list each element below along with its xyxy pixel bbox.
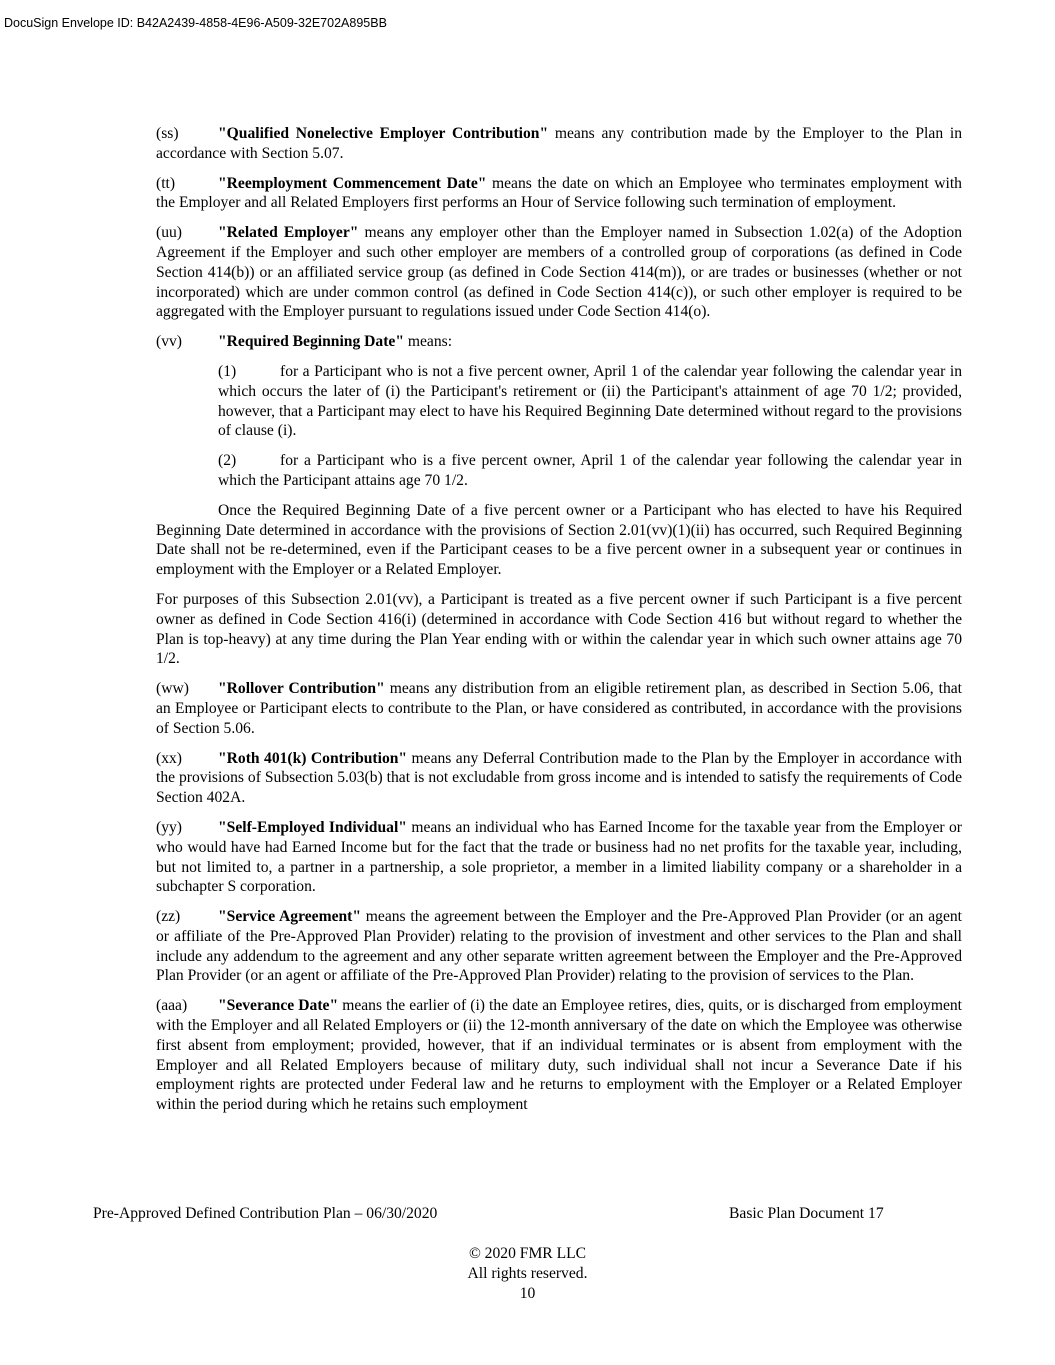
section-label: (yy) [156,818,182,836]
definition-text: means any contribution made by the Employer to the Plan in accordance with Section 5.07. [156,125,962,162]
section-vv [156,332,962,352]
section-label: (aaa) [156,997,188,1015]
defined-term: "Self-Employed Individual" [218,818,407,836]
section-label: (ss) [156,125,179,142]
defined-term: "Reemployment Commencement Date" [218,174,487,192]
defined-term: "Qualified Nonelective Employer Contribution" [218,125,549,142]
definition-text: means the agreement between the Employer and the Pre-Approved Plan Provider (or an agent or affiliate of the Pre-Approved Plan Provider) relating to the provision of investment and other services to the Plan and shall include any addendum to the agreement and any other separate written agreement between the Employer and the Pre-Approved Plan Provider (or an agent or affiliate of the Pre-Approved Plan Provider) relating to the provision of services to the Plan. [156,908,962,985]
definition-text: means any Deferral Contribution made to the Plan by the Employer in accordance with the provisions of Subsection 5.03(b) that is not excludable from gross income and is intended to satisfy the requirements of Code Section 402A. [156,749,962,807]
section-uu [156,223,962,322]
defined-term: "Roth 401(k) Contribution" [218,749,408,767]
subsection-label: (2) [218,452,237,470]
section-zz [156,907,962,986]
subsection-text: for a Participant who is a five percent owner, April 1 of the calendar year following the calendar year in which the Participant attains age 70 1/2. [218,452,962,489]
section-label: (uu) [156,224,182,242]
defined-term: "Required Beginning Date" [218,333,404,351]
section-yy [156,818,962,897]
section-vv-paragraph-2: For purposes of this Subsection 2.01(vv), a Participant is treated as a five percent owner if such Participant is a five percent owner as defined in Code Section 416(i) (determined in accordance with Code Section 416 but without regard to whether the Plan is top-heavy) at any time during the Plan Year ending with or within the calendar year in which such owner attains age 70 1/2. [156,590,962,668]
definition-text: means any employer other than the Employer named in Subsection 1.02(a) of the Adoption Agreement if the Employer and such other employer are members of a controlled group of corporations (as defined in Code Section 414(b)) or an affiliated service group (as defined in Code Section 414(m)), or are trades or businesses (whether or not incorporated) which are under common control (as defined in Code Section 414(c)), or such other employer is required to be aggregated with the Employer pursuant to regulations issued under Code Section 414(o). [156,224,962,321]
section-label: (ww) [156,680,189,698]
definition-text: means the date on which an Employee who terminates employment with the Employer and all Related Employers first performs an Hour of Service following such termination of employment. [156,174,962,212]
definition-text: means: [403,333,453,351]
section-vv-1 [156,362,962,441]
footer-plan-title: Pre-Approved Defined Contribution Plan – 06/30/2020 [93,1205,438,1222]
subsection-text: for a Participant who is not a five percent owner, April 1 of the calendar year following the calendar year in which occurs the later of (i) the Participant's retirement or (ii) the Participant's attainment of age 70 1/2; provided, however, that a Participant may elect to have his Required Beginning Date determined without regard to the provisions of clause (i). [218,362,962,440]
section-label: (tt) [156,174,176,192]
section-tt [156,174,962,214]
page-number: 10 [519,1285,536,1302]
defined-term: "Related Employer" [218,224,359,242]
subsection-label: (1) [218,362,237,380]
section-label: (zz) [156,908,181,926]
section-ww [156,679,962,738]
copyright-text: © 2020 FMR LLC [468,1245,587,1262]
definition-text: means the earlier of (i) the date an Employee retires, dies, quits, or is discharged from employment with the Employer and all Related Employers or (ii) the 12-month anniversary of the date on which the Employee was otherwise first absent from employment; provided, however, that if an individual terminates or is absent from employment with the Employer and all Related Employers because of military duty, such individual shall not incur a Severance Date if his employment rights are protected under Federal law and he returns to employment with the Employer or a Related Employer within the period during which he retains such employment [156,997,962,1114]
section-xx [156,749,962,808]
section-vv-2 [156,451,962,491]
definition-text: means any distribution from an eligible retirement plan, as described in Section 5.06, that an Employee or Participant elects to contribute to the Plan, or have considered as contributed, in accordance with the provisions of Section 5.06. [156,680,963,737]
section-vv-paragraph-1: Once the Required Beginning Date of a five percent owner or a Participant who has elected to have his Required Beginning Date determined in accordance with the provisions of Section 2.01(vv)(1)(ii) has occurred, such Required Beginning Date shall not be re-determined, even if the Participant ceases to be a five percent owner in a subsequent year or continues in employment with the Employer or a Related Employer. [156,501,962,579]
section-label: (vv) [156,333,182,351]
footer-document-page: Basic Plan Document 17 [729,1205,884,1222]
defined-term: "Rollover Contribution" [218,680,385,698]
section-label: (xx) [156,749,182,767]
footer-copyright-block [0,1244,1055,1304]
defined-term: "Service Agreement" [218,908,362,926]
docusign-envelope-id: DocuSign Envelope ID: B42A2439-4858-4E96-A509-32E702A895BB [4,16,387,30]
defined-term: "Severance Date" [218,997,339,1015]
section-ss [156,124,962,164]
rights-text: All rights reserved. [467,1265,588,1282]
definition-text: means an individual who has Earned Income for the taxable year from the Employer or who would have had Earned Income but for the fact that the trade or business had no net profits for the taxable year, including, but not limited to, a partner in a partnership, a sole proprietor, a member in a limited liability company or a shareholder in a subchapter S corporation. [156,818,962,896]
document-body [156,124,962,1125]
section-aaa [156,996,962,1115]
